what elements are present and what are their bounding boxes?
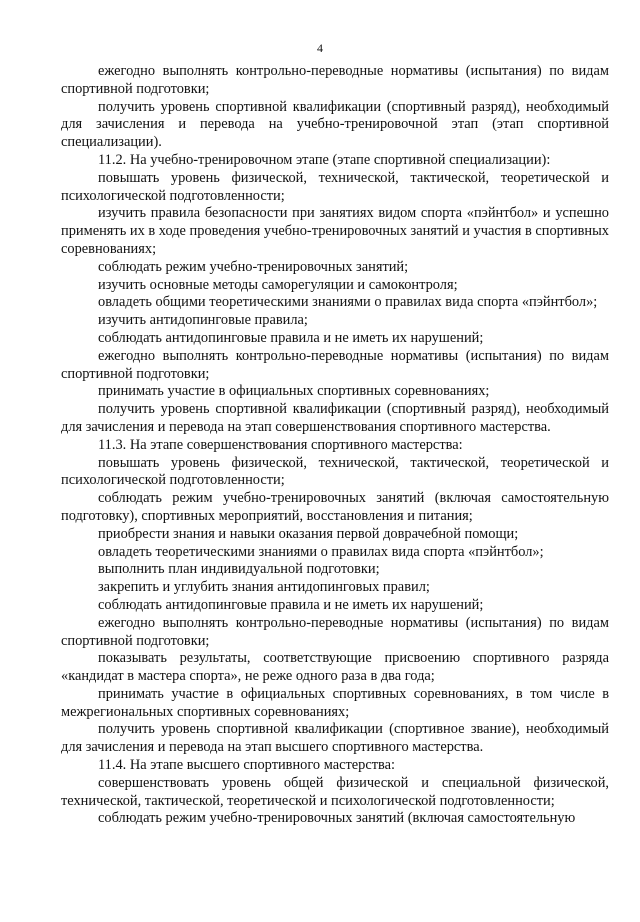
- section-heading: 11.4. На этапе высшего спортивного мастерства:: [98, 757, 396, 774]
- paragraph: принимать участие в официальных спортивных соревнованиях, в том числе в межрегиональных спортивных соревнованиях;: [61, 685, 609, 720]
- paragraph: ежегодно выполнять контрольно-переводные нормативы (испытания) по видам спортивной подготовки;: [61, 614, 609, 649]
- paragraph: ежегодно выполнять контрольно-переводные нормативы (испытания) по видам спортивной подготовки;: [61, 347, 609, 382]
- paragraph: изучить основные методы саморегуляции и самоконтроля;: [98, 276, 458, 293]
- paragraph: соблюдать режим учебно-тренировочных занятий;: [98, 258, 409, 275]
- paragraph: принимать участие в официальных спортивных соревнованиях;: [98, 383, 490, 400]
- paragraph: овладеть теоретическими знаниями о правилах вида спорта «пэйнтбол»;: [98, 543, 544, 560]
- paragraph: совершенствовать уровень общей физической и специальной физической, технической, тактической, теоретической и психологической подготовленности;: [61, 774, 609, 809]
- paragraph: повышать уровень физической, технической, тактической, теоретической и психологической подготовленности;: [61, 169, 609, 204]
- paragraph: получить уровень спортивной квалификации (спортивный разряд), необходимый для зачисления и перевода на учебно-тренировочной этап (этап спортивной специализации).: [61, 98, 609, 151]
- paragraph: соблюдать антидопинговые правила и не иметь их нарушений;: [98, 596, 484, 613]
- section-heading: 11.3. На этапе совершенствования спортивного мастерства:: [98, 436, 463, 453]
- paragraph: соблюдать антидопинговые правила и не иметь их нарушений;: [98, 329, 484, 346]
- paragraph: показывать результаты, соответствующие присвоению спортивного разряда «кандидат в мастера спорта», не реже одного раза в два года;: [61, 650, 609, 685]
- paragraph: получить уровень спортивной квалификации (спортивный разряд), необходимый для зачисления и перевода на этап совершенствования спортивного мастерства.: [61, 401, 609, 435]
- paragraph: изучить антидопинговые правила;: [98, 312, 308, 329]
- paragraph: овладеть общими теоретическими знаниями о правилах вида спорта «пэйнтбол»;: [98, 294, 598, 311]
- paragraph: приобрести знания и навыки оказания первой доврачебной помощи;: [98, 525, 519, 542]
- paragraph: ежегодно выполнять контрольно-переводные нормативы (испытания) по видам спортивной подготовки;: [61, 63, 609, 97]
- document-body: [61, 63, 609, 828]
- section-heading: 11.2. На учебно-тренировочном этапе (этапе спортивной специализации):: [98, 151, 551, 168]
- paragraph: выполнить план индивидуальной подготовки;: [98, 561, 380, 578]
- paragraph: повышать уровень физической, технической, тактической, теоретической и психологической подготовленности;: [61, 454, 609, 489]
- paragraph: получить уровень спортивной квалификации (спортивное звание), необходимый для зачисления и перевода на этап высшего спортивного мастерства.: [61, 721, 609, 756]
- paragraph: изучить правила безопасности при занятиях видом спорта «пэйнтбол» и успешно применять их в ходе проведения учебно-тренировочных занятий и участия в спортивных соревнованиях;: [61, 205, 609, 257]
- page-number: 4: [317, 41, 323, 55]
- paragraph: соблюдать режим учебно-тренировочных занятий (включая самостоятельную: [98, 810, 576, 827]
- paragraph: закрепить и углубить знания антидопинговых правил;: [98, 579, 430, 596]
- paragraph: соблюдать режим учебно-тренировочных занятий (включая самостоятельную подготовку), спортивных мероприятий, восстановления и питания;: [61, 490, 609, 524]
